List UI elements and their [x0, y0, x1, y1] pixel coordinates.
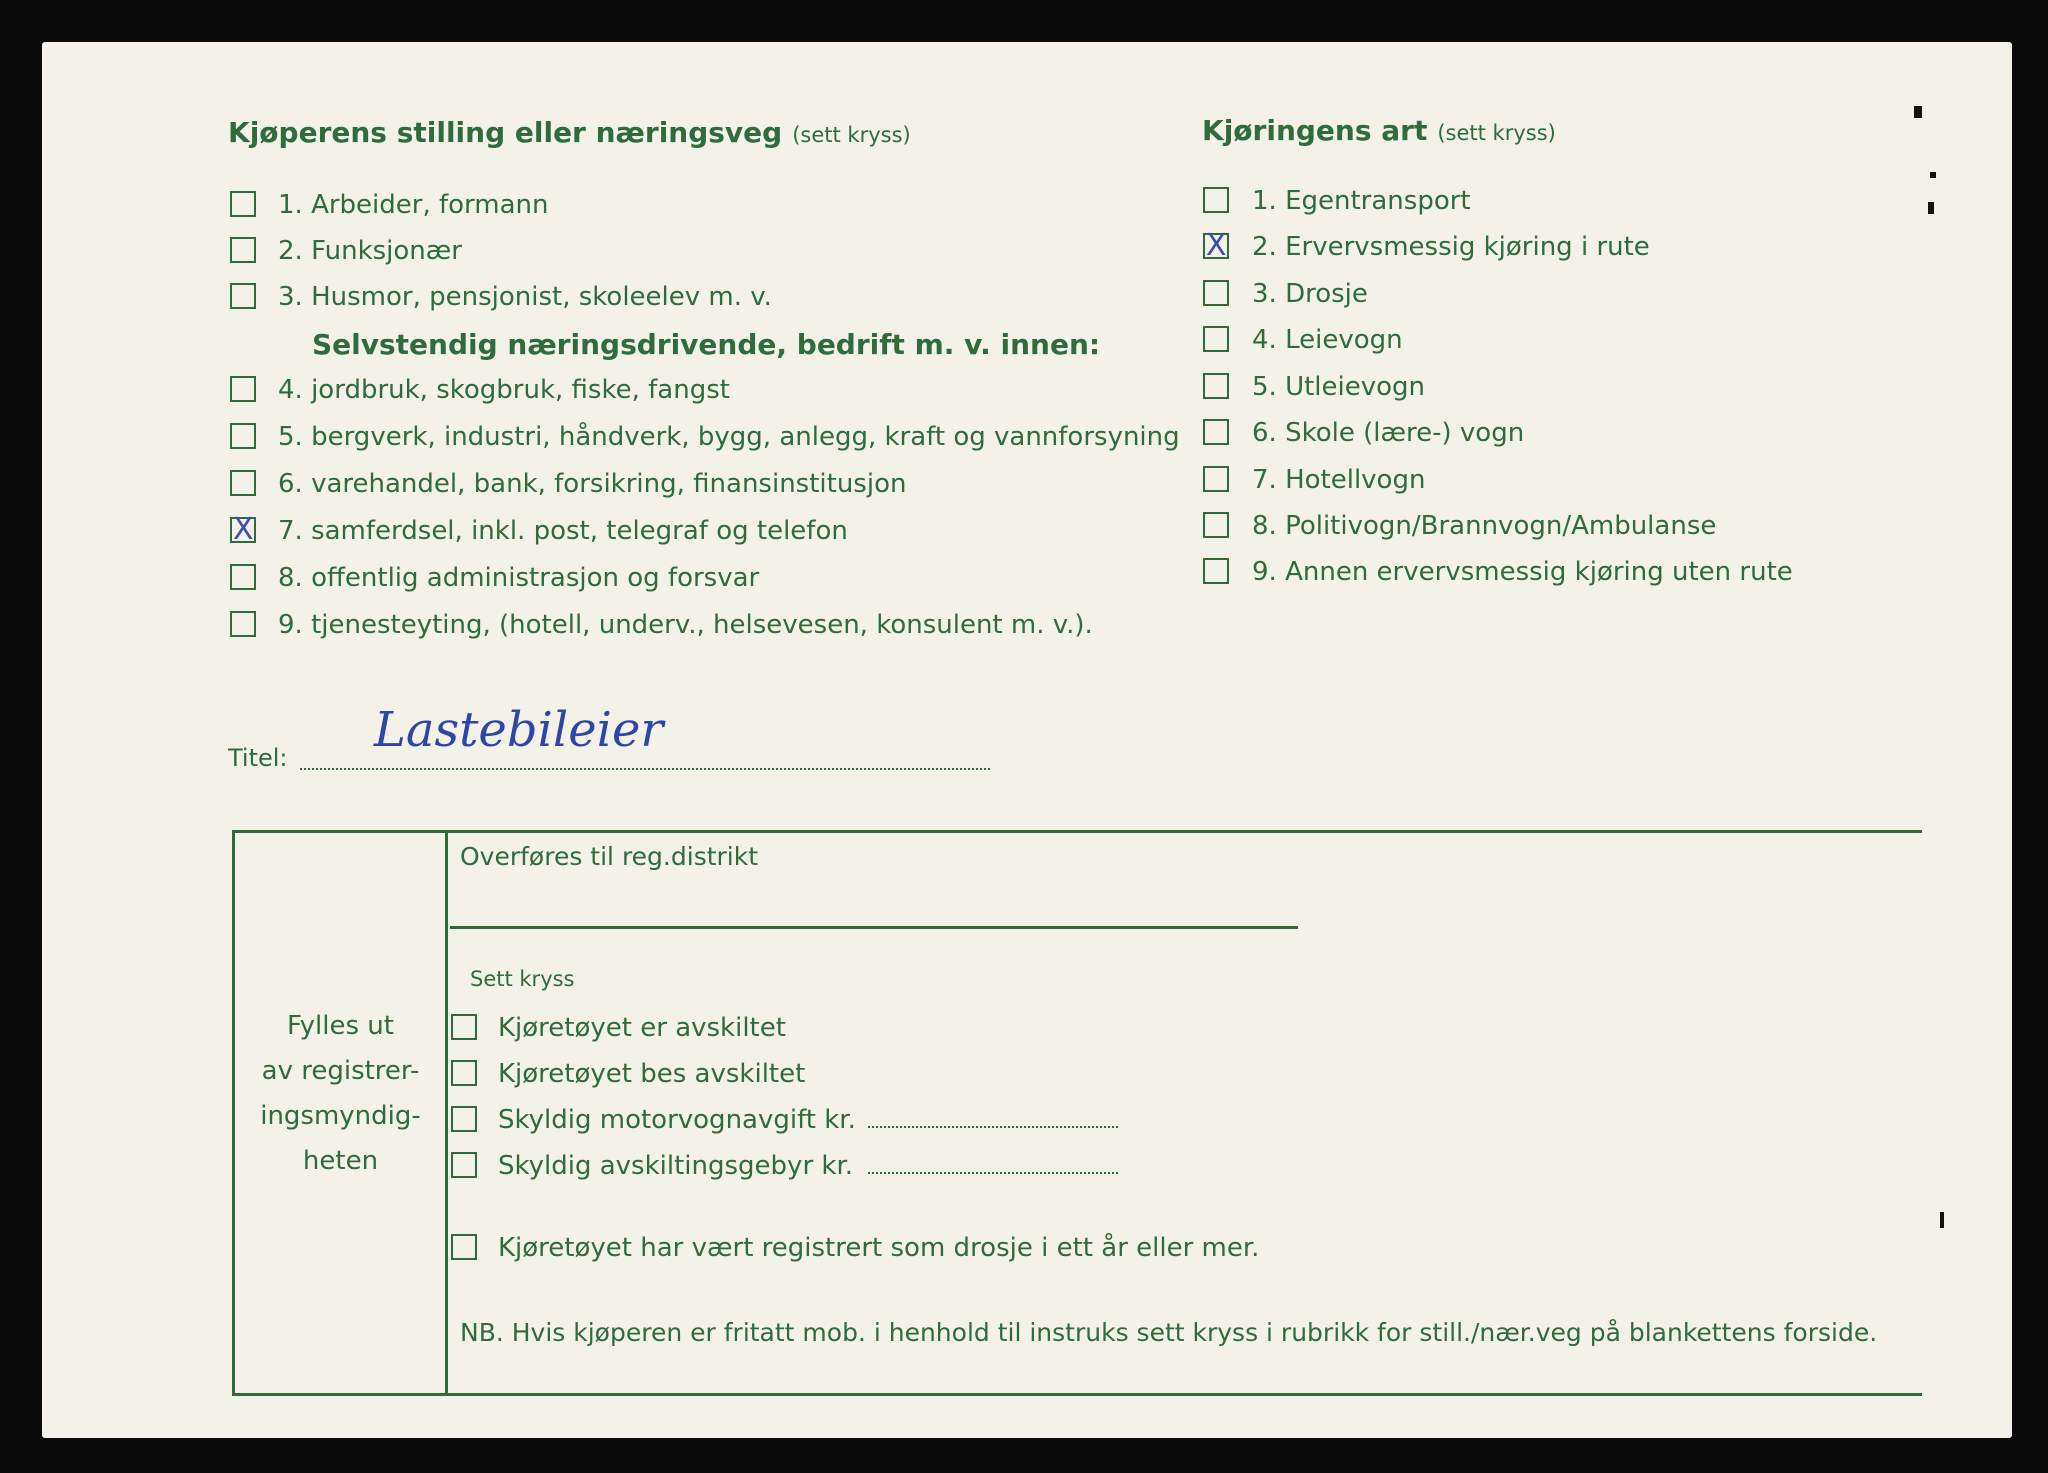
occupation-item-5: 5. bergverk, industri, håndverk, bygg, anlegg, kraft og vannforsyning [278, 422, 1180, 452]
driving-checkbox-4[interactable] [1203, 326, 1229, 352]
speck [1914, 106, 1922, 118]
occupation-checkbox-2[interactable] [230, 237, 256, 263]
buyer-occupation-heading-note: (sett kryss) [792, 123, 911, 147]
occupation-item-6: 6. varehandel, bank, forsikring, finansinstitusjon [278, 469, 907, 499]
driving-checkbox-9[interactable] [1203, 558, 1229, 584]
option-checkbox-2[interactable] [451, 1060, 477, 1086]
check-mark: X [233, 512, 254, 547]
box-left-border [232, 830, 235, 1396]
driving-item-9: 9. Annen ervervsmessig kjøring uten rute [1252, 557, 1793, 587]
owed-fee-dotted-line[interactable] [868, 1172, 1118, 1174]
option-request-deregister: Kjøretøyet bes avskiltet [498, 1059, 806, 1089]
box-divider [445, 830, 448, 1396]
occupation-checkbox-6[interactable] [230, 470, 256, 496]
occupation-checkbox-5[interactable] [230, 423, 256, 449]
driving-checkbox-3[interactable] [1203, 280, 1229, 306]
buyer-occupation-heading-text: Kjøperens stilling eller næringsveg [228, 116, 783, 149]
occupation-checkbox-1[interactable] [230, 191, 256, 217]
driving-item-7: 7. Hotellvogn [1252, 465, 1426, 495]
self-employed-subheading: Selvstendig næringsdrivende, bedrift m. v. innen: [312, 328, 1101, 361]
option-owed-vehicle-tax: Skyldig motorvognavgift kr. [498, 1105, 856, 1135]
buyer-occupation-heading [228, 116, 911, 149]
option-checkbox-1[interactable] [451, 1014, 477, 1040]
speck [1940, 1212, 1944, 1228]
driving-type-heading-text: Kjøringens art [1202, 114, 1428, 147]
title-dotted-line [300, 768, 990, 770]
driving-item-4: 4. Leievogn [1252, 325, 1403, 355]
driving-type-heading [1202, 114, 1556, 147]
occupation-checkbox-8[interactable] [230, 564, 256, 590]
box-top-border [232, 830, 1922, 833]
driving-checkbox-6[interactable] [1203, 419, 1229, 445]
option-checkbox-3[interactable] [451, 1106, 477, 1132]
transfer-district-line[interactable] [450, 926, 1298, 929]
driving-checkbox-7[interactable] [1203, 466, 1229, 492]
form-sheet [42, 42, 2012, 1438]
driving-type-heading-note: (sett kryss) [1437, 121, 1556, 145]
sett-kryss-label: Sett kryss [470, 967, 575, 991]
occupation-checkbox-3[interactable] [230, 283, 256, 309]
option-deregistered: Kjøretøyet er avskiltet [498, 1013, 786, 1043]
driving-item-5: 5. Utleievogn [1252, 372, 1426, 402]
occupation-item-4: 4. jordbruk, skogbruk, fiske, fangst [278, 375, 730, 405]
driving-checkbox-5[interactable] [1203, 373, 1229, 399]
driving-checkbox-8[interactable] [1203, 512, 1229, 538]
occupation-item-1: 1. Arbeider, formann [278, 190, 549, 220]
driving-item-1: 1. Egentransport [1252, 186, 1471, 216]
title-handwritten-value[interactable]: Lastebileier [374, 702, 664, 758]
occupation-item-7: 7. samferdsel, inkl. post, telegraf og telefon [278, 516, 848, 546]
title-label: Titel: [228, 744, 288, 772]
owed-tax-dotted-line[interactable] [868, 1126, 1118, 1128]
driving-item-3: 3. Drosje [1252, 279, 1368, 309]
driving-checkbox-2[interactable] [1203, 228, 1229, 263]
occupation-checkbox-7[interactable] [230, 512, 256, 547]
option-checkbox-4[interactable] [451, 1152, 477, 1178]
option-owed-plate-fee: Skyldig avskiltingsgebyr kr. [498, 1151, 854, 1181]
speck [1930, 172, 1936, 178]
occupation-item-2: 2. Funksjonær [278, 236, 462, 266]
occupation-checkbox-4[interactable] [230, 376, 256, 402]
occupation-item-9: 9. tjenesteyting, (hotell, underv., helsevesen, konsulent m. v.). [278, 610, 1093, 640]
occupation-checkbox-9[interactable] [230, 611, 256, 637]
occupation-item-8: 8. offentlig administrasjon og forsvar [278, 563, 760, 593]
check-mark: X [1206, 228, 1227, 263]
occupation-item-3: 3. Husmor, pensjonist, skoleelev m. v. [278, 282, 772, 312]
option-checkbox-drosje[interactable] [451, 1234, 477, 1260]
authority-side-label: Fylles ut av registrer- ingsmyndig- heten [260, 1011, 421, 1176]
driving-checkbox-1[interactable] [1203, 187, 1229, 213]
nb-note: NB. Hvis kjøperen er fritatt mob. i henhold til instruks sett kryss i rubrikk for still./nær.veg på blankettens forside. [460, 1318, 1878, 1347]
driving-item-6: 6. Skole (lære-) vogn [1252, 418, 1525, 448]
driving-item-2: 2. Ervervsmessig kjøring i rute [1252, 232, 1650, 262]
box-bottom-border [232, 1393, 1922, 1396]
driving-item-8: 8. Politivogn/Brannvogn/Ambulanse [1252, 511, 1717, 541]
speck [1928, 202, 1934, 214]
transfer-district-label: Overføres til reg.distrikt [460, 842, 759, 871]
option-drosje-year: Kjøretøyet har vært registrert som drosje i ett år eller mer. [498, 1233, 1260, 1263]
